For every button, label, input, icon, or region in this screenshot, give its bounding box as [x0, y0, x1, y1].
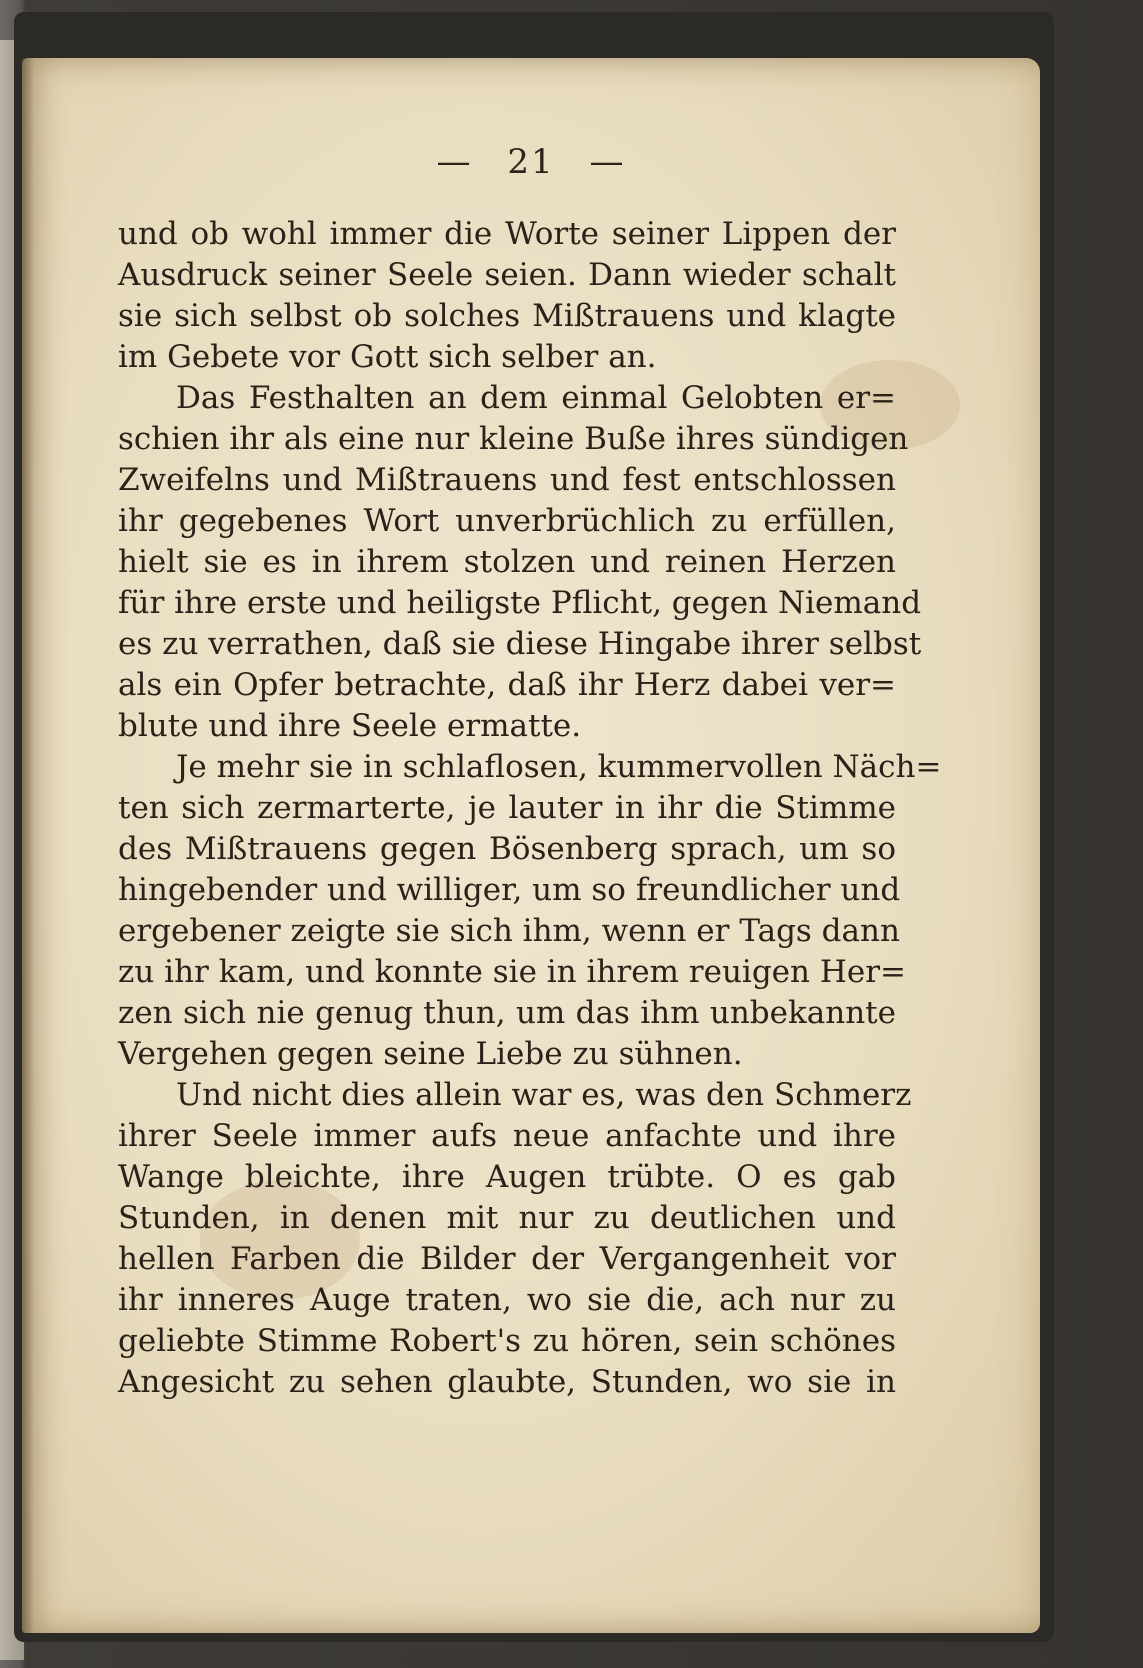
body-text [118, 214, 942, 1403]
text-line: im Gebete vor Gott sich selber an. [118, 339, 657, 375]
text-line: blute und ihre Seele ermatte. [118, 708, 582, 744]
text-line: Zweifelns und Mißtrauens und fest entschlossen [118, 462, 896, 498]
text-line: für ihre erste und heiligste Pflicht, gegen Niemand [118, 585, 922, 621]
text-line: zu ihr kam, und konnte sie in ihrem reuigen Her= [118, 954, 907, 990]
header-dash-left: — [436, 142, 473, 182]
text-line: Je mehr sie in schlaflosen, kummervollen Näch= [176, 749, 942, 785]
text-line: hingebender und williger, um so freundlicher und [118, 872, 901, 908]
text-line: und ob wohl immer die Worte seiner Lippen der [118, 216, 896, 252]
text-line: Wange bleichte, ihre Augen trübte. O es gab [118, 1159, 896, 1195]
text-line: ihrer Seele immer aufs neue anfachte und ihre [118, 1118, 896, 1154]
text-line: ihr inneres Auge traten, wo sie die, ach nur zu [118, 1282, 896, 1318]
text-line: sie sich selbst ob solches Mißtrauens und klagte [118, 298, 896, 334]
text-line: Vergehen gegen seine Liebe zu sühnen. [118, 1036, 743, 1072]
text-line: ten sich zermarterte, je lauter in ihr die Stimme [118, 790, 896, 826]
text-line: Das Festhalten an dem einmal Gelobten er= [176, 380, 896, 416]
text-line: als ein Opfer betrachte, daß ihr Herz dabei ver= [118, 667, 896, 703]
page-header [0, 142, 1062, 182]
page-number: 21 [507, 142, 555, 182]
text-line: hellen Farben die Bilder der Vergangenheit vor [118, 1241, 896, 1277]
page-gutter [22, 58, 34, 1633]
text-line: Und nicht dies allein war es, was den Schmerz [176, 1077, 912, 1113]
text-line: schien ihr als eine nur kleine Buße ihres sündigen [118, 421, 909, 457]
text-line: des Mißtrauens gegen Bösenberg sprach, um so [118, 831, 896, 867]
text-line: Ausdruck seiner Seele seien. Dann wieder schalt [118, 257, 896, 293]
text-line: Angesicht zu sehen glaubte, Stunden, wo sie in [118, 1364, 896, 1400]
text-line: zen sich nie genug thun, um das ihm unbekannte [118, 995, 896, 1031]
text-line: es zu verrathen, daß sie diese Hingabe ihrer selbst [118, 626, 922, 662]
text-line: ihr gegebenes Wort unverbrüchlich zu erfüllen, [118, 503, 896, 539]
text-line: geliebte Stimme Robert's zu hören, sein schönes [118, 1323, 896, 1359]
header-dash-right: — [589, 142, 626, 182]
text-line: hielt sie es in ihrem stolzen und reinen Herzen [118, 544, 896, 580]
text-line: ergebener zeigte sie sich ihm, wenn er Tags dann [118, 913, 900, 949]
text-line: Stunden, in denen mit nur zu deutlichen und [118, 1200, 896, 1236]
